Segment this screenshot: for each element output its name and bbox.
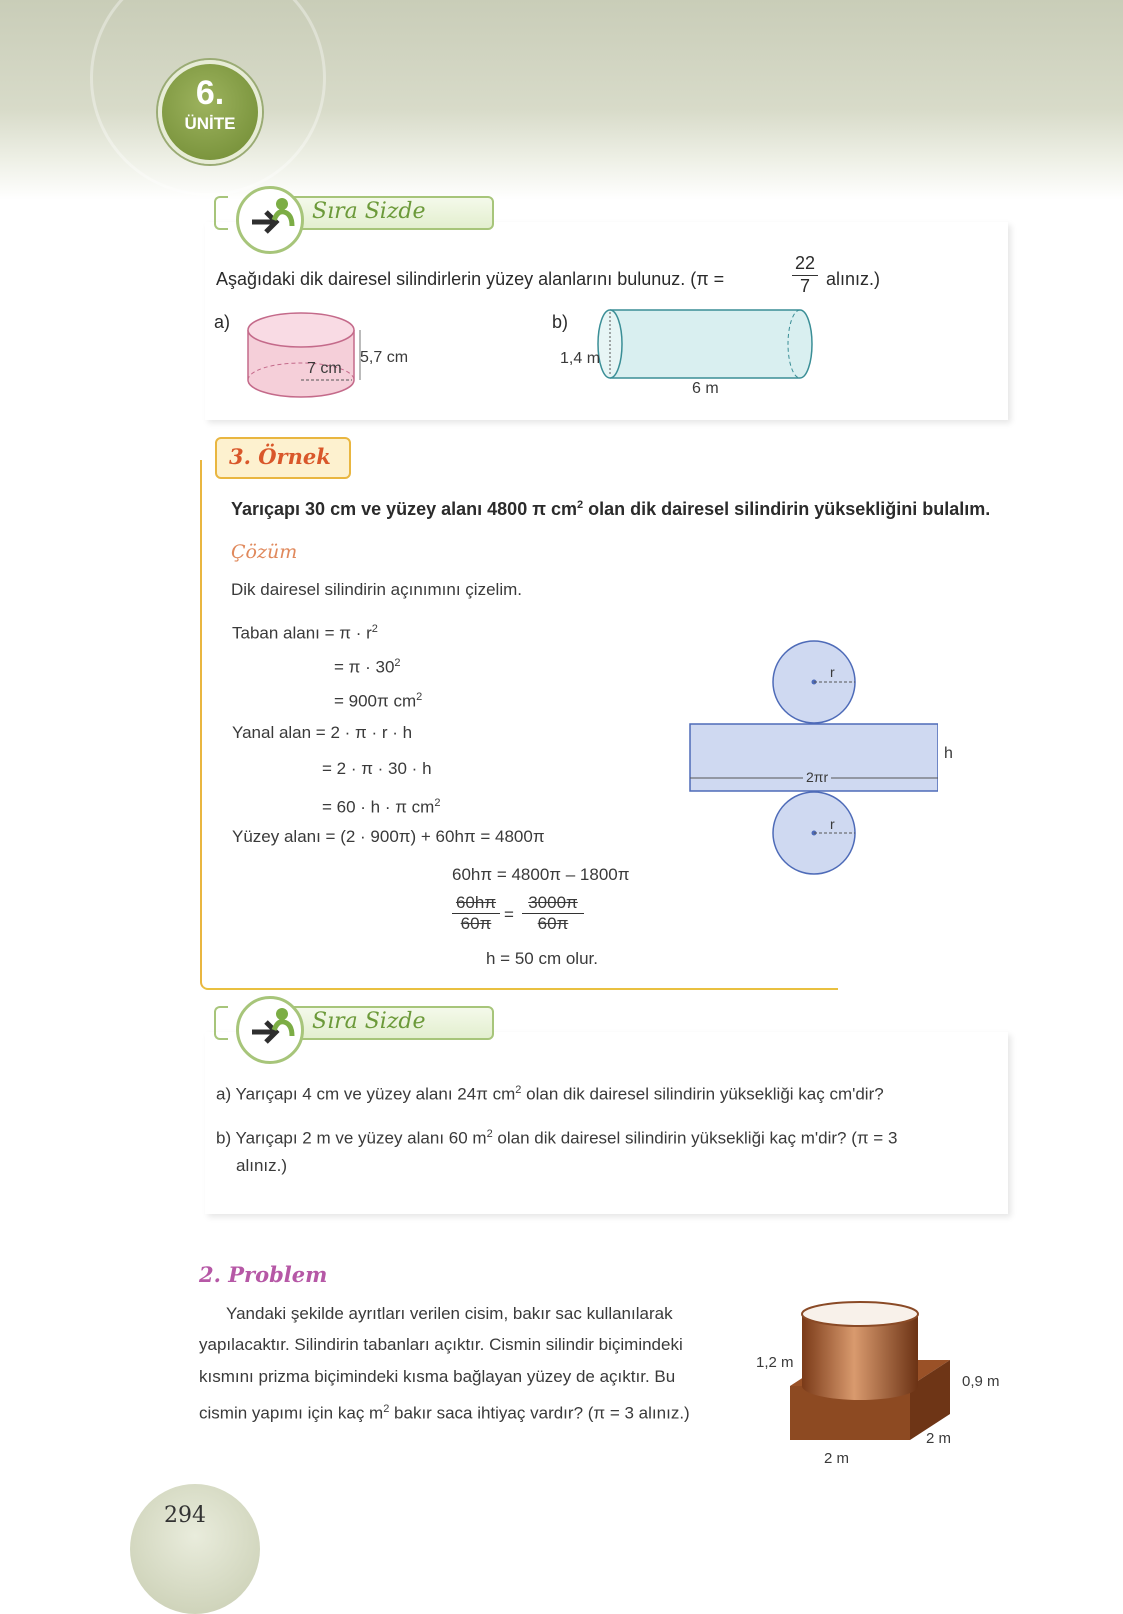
p4-pre: cismin yapımı için kaç m (199, 1403, 384, 1423)
sira2-item-a (216, 1079, 884, 1106)
sira-sizde-header-2 (214, 996, 514, 1046)
cylinder-b-figure (590, 304, 830, 384)
cozum-label: Çözüm (231, 541, 298, 563)
sira-bracket (214, 196, 228, 230)
pi-denominator: 7 (792, 275, 818, 297)
exp: 2 (394, 657, 401, 669)
t3: = 900π cm (334, 691, 417, 711)
cyl-a-height: 5,7 cm (360, 349, 409, 366)
dim-cyl-height: 1,2 m (756, 1354, 794, 1371)
exp: 2 (486, 1128, 493, 1140)
ornek-statement-post: olan dik dairesel silindirin yüksekliğini bulalım. (583, 499, 991, 519)
unit-label: ÜNİTE (184, 114, 236, 133)
cyl-b-diameter: 1,4 m (560, 350, 601, 367)
frac-left (452, 893, 500, 934)
net-r-top: r (830, 664, 835, 680)
line-taban3 (334, 686, 422, 713)
dim-depth: 2 m (926, 1430, 952, 1447)
net-width: 2πr (803, 769, 831, 785)
item-b-label: b) (552, 312, 569, 332)
sira-sizde-title: Sıra Sizde (312, 199, 426, 224)
page-number: 294 (164, 1503, 206, 1528)
unit-badge (158, 60, 262, 164)
exp: 2 (371, 623, 378, 635)
p4-post: bakır saca ihtiyaç vardır? (π = 3 alınız.) (389, 1403, 690, 1423)
line-taban2 (334, 652, 401, 679)
sira-sizde-title: Sıra Sizde (312, 1009, 426, 1034)
exp: 2 (416, 691, 423, 703)
problem-line1: Yandaki şekilde ayrıtları verilen cisim, bakır sac kullanılarak (226, 1304, 673, 1323)
line-yanal3 (322, 792, 440, 819)
sira1-prompt-text: Aşağıdaki dik dairesel silindirlerin yüzey alanlarını bulunuz. (π = (216, 269, 725, 289)
net-r-bottom: r (830, 816, 835, 832)
line-yanal2: = 2 · π · 30 · h (322, 759, 432, 778)
frac-right (522, 893, 584, 934)
b-pre: b) Yarıçapı 2 m ve yüzey alanı 60 m (216, 1128, 487, 1148)
exp: 2 (515, 1084, 522, 1096)
sira2-item-b (216, 1123, 897, 1150)
line-yuzey: Yüzey alanı = (2 · 900π) + 60hπ = 4800π (232, 827, 545, 846)
pi-fraction (792, 253, 818, 297)
exp: 2 (434, 797, 441, 809)
sira1-prompt-end: alınız.) (826, 269, 881, 289)
line-result: h = 50 cm olur. (486, 949, 598, 968)
cylinder-net-figure (688, 636, 938, 881)
dim-width: 2 m (824, 1450, 850, 1467)
ornek-title: 3. Örnek (229, 444, 331, 469)
ornek-intro: Dik dairesel silindirin açınımını çizelim. (231, 580, 522, 599)
sira2-item-b-line2: alınız.) (236, 1156, 288, 1175)
dim-prism-height: 0,9 m (962, 1373, 1000, 1390)
pi-numerator: 22 (794, 253, 816, 273)
y3: = 60 · h · π cm (322, 797, 435, 817)
problem-title: 2. Problem (199, 1262, 328, 1287)
problem-line2: yapılacaktır. Silindirin tabanları açıktır. Cismin silindir biçimindeki (199, 1335, 683, 1354)
problem-line3: kısmını prizma biçimindeki kısma bağlayan yüzey de açıktır. Bu (199, 1367, 676, 1386)
sira-sizde-header-1 (214, 186, 514, 236)
frac-equals: = (504, 905, 514, 924)
unit-number: 6. (195, 74, 225, 112)
line-taban1 (232, 618, 378, 645)
sira1-prompt (216, 268, 724, 290)
item-a-label: a) (214, 312, 231, 332)
ornek-statement (231, 494, 990, 520)
frac-left-den: 60π (452, 913, 500, 934)
cyl-b-length: 6 m (692, 380, 719, 397)
t1: Taban alanı = π · r (232, 623, 372, 643)
sira-bracket (214, 1006, 228, 1040)
frac-right-den: 60π (522, 913, 584, 934)
frac-left-num: 60hπ (455, 893, 497, 912)
cyl-a-radius: 7 cm (307, 360, 342, 377)
frac-right-num: 3000π (528, 893, 578, 912)
b-post: olan dik dairesel silindirin yüksekliği kaç m'dir? (π = 3 (492, 1128, 898, 1148)
exp: 2 (577, 499, 584, 511)
line-yanal1: Yanal alan = 2 · π · r · h (232, 723, 413, 742)
problem-line4 (199, 1398, 690, 1425)
exp: 2 (383, 1403, 390, 1415)
net-h: h (944, 745, 953, 762)
a-post: olan dik dairesel silindirin yüksekliği kaç cm'dir? (521, 1084, 884, 1104)
person-arrow-icon (248, 194, 296, 240)
line-eq1: 60hπ = 4800π – 1800π (452, 865, 630, 884)
ornek-statement-pre: Yarıçapı 30 cm ve yüzey alanı 4800 π cm (231, 499, 577, 519)
t2: = π · 30 (334, 657, 395, 677)
a-pre: a) Yarıçapı 4 cm ve yüzey alanı 24π cm (216, 1084, 516, 1104)
copper-object-figure (780, 1298, 960, 1448)
person-arrow-icon (248, 1004, 296, 1050)
